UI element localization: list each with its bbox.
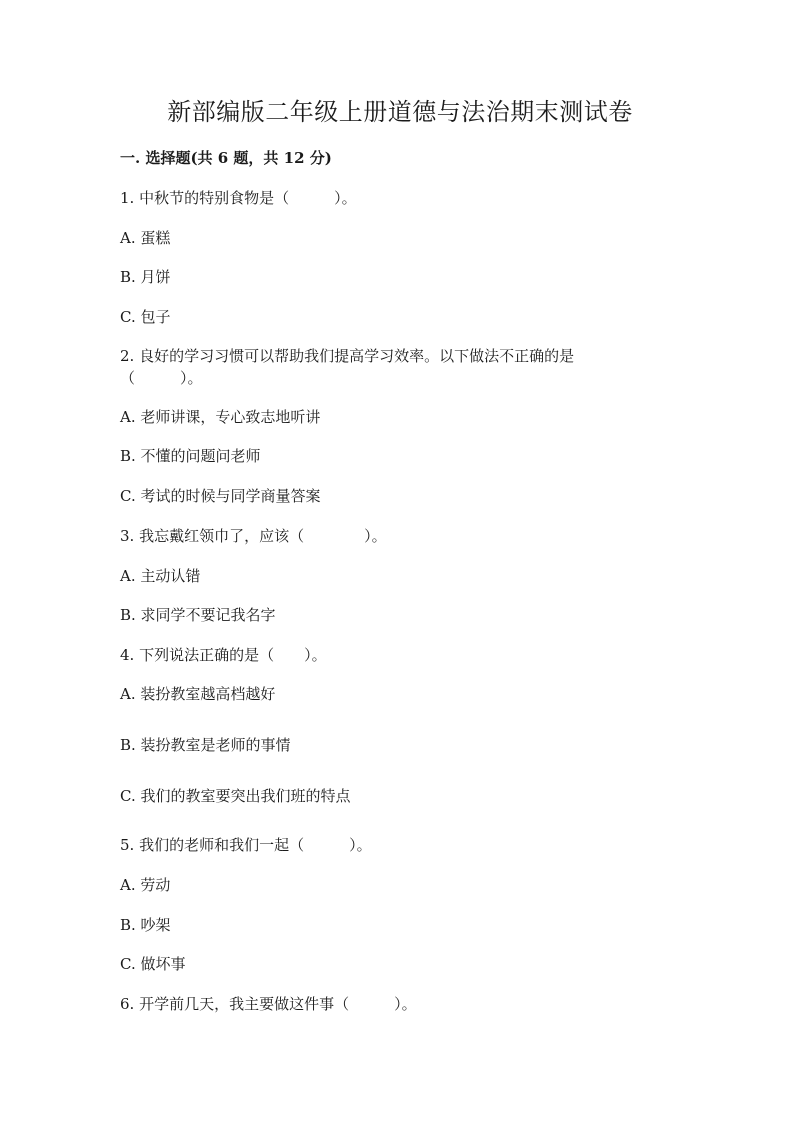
question-3-option-b: B. 求同学不要记我名字	[120, 606, 276, 624]
question-2-option-b: B. 不懂的问题问老师	[120, 447, 261, 465]
question-5-option-a: A. 劳动	[120, 876, 171, 894]
question-1-stem: 1. 中秋节的特别食物是（ ）。	[120, 189, 357, 207]
question-1-option-c: C. 包子	[120, 308, 171, 326]
question-5-stem: 5. 我们的老师和我们一起（ ）。	[120, 836, 372, 854]
question-3-option-a: A. 主动认错	[120, 567, 201, 585]
question-6-stem: 6. 开学前几天，我主要做这件事（ ）。	[120, 995, 417, 1013]
question-4-option-a: A. 装扮教室越高档越好	[120, 685, 276, 703]
question-2-option-c: C. 考试的时候与同学商量答案	[120, 487, 321, 505]
question-4-option-b: B. 装扮教室是老师的事情	[120, 736, 291, 754]
question-4-option-c: C. 我们的教室要突出我们班的特点	[120, 787, 351, 805]
question-5-option-b: B. 吵架	[120, 916, 171, 934]
page-title: 新部编版二年级上册道德与法治期末测试卷	[167, 98, 633, 126]
section-heading: 一. 选择题(共 6 题，共 12 分)	[120, 149, 332, 167]
question-2-stem: 2. 良好的学习习惯可以帮助我们提高学习效率。以下做法不正确的是	[120, 347, 575, 365]
question-4-stem: 4. 下列说法正确的是（ ）。	[120, 646, 327, 664]
question-5-option-c: C. 做坏事	[120, 955, 186, 973]
question-2-stem-continued: （ ）。	[120, 369, 203, 387]
question-2-option-a: A. 老师讲课，专心致志地听讲	[120, 408, 321, 426]
question-3-stem: 3. 我忘戴红领巾了，应该（ ）。	[120, 527, 387, 545]
question-1-option-b: B. 月饼	[120, 268, 171, 286]
question-1-option-a: A. 蛋糕	[120, 229, 171, 247]
